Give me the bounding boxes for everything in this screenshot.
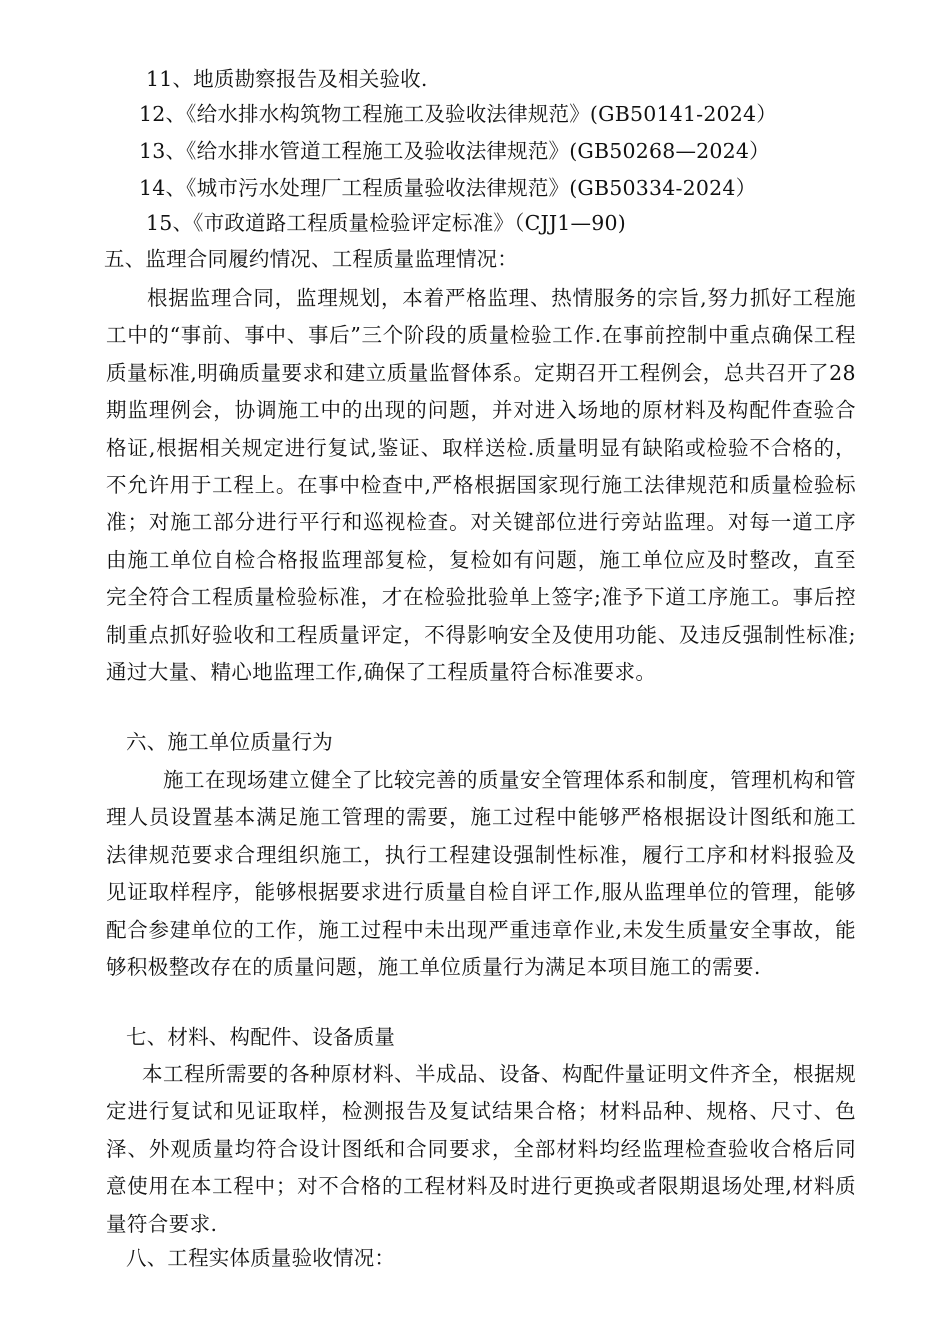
reference-item-11: 11、地质勘察报告及相关验收.: [146, 67, 428, 91]
reference-item-15: 15、《市政道路工程质量检验评定标准》（CJJ1—90): [146, 211, 626, 235]
section-5-heading: 五、监理合同履约情况、工程质量监理情况：: [104, 247, 518, 271]
section-7-heading: 七、材料、构配件、设备质量: [126, 1025, 396, 1049]
section-5-body: 根据监理合同，监理规划，本着严格监理、热情服务的宗旨,努力抓好工程施工中的“事前、事中、事后”三个阶段的质量检验工作.在事前控制中重点确保工程质量标准,明确质量要求和建立质量监督体系。定期召开工程例会，总共召开了28期监理例会，协调施工中的出现的问题，并对进入场地的原材料及构配件查验合格证,根据相关规定进行复试,鉴证、取样送检.质量明显有缺陷或检验不合格的，不允许用于工程上。在事中检查中,严格根据国家现行施工法律规范和质量检验标准；对施工部分进行平行和巡视检查。对关键部位进行旁站监理。对每一道工序由施工单位自检合格报监理部复检，复检如有问题，施工单位应及时整改，直至完全符合工程质量检验标准，才在检验批验单上签字;准予下道工序施工。事后控制重点抓好验收和工程质量评定，不得影响安全及使用功能、及违反强制性标准;通过大量、精心地监理工作,确保了工程质量符合标准要求。: [106, 286, 856, 685]
section-6-body: 施工在现场建立健全了比较完善的质量安全管理体系和制度，管理机构和管理人员设置基本满足施工管理的需要，施工过程中能够严格根据设计图纸和施工法律规范要求合理组织施工，执行工程建设强制性标准，履行工序和材料报验及见证取样程序，能够根据要求进行质量自检自评工作,服从监理单位的管理，能够配合参建单位的工作，施工过程中未出现严重违章作业,未发生质量安全事故，能够积极整改存在的质量问题，施工单位质量行为满足本项目施工的需要.: [106, 768, 856, 980]
section-8-heading: 八、工程实体质量验收情况：: [126, 1246, 396, 1270]
reference-item-14: 14、《城市污水处理厂工程质量验收法律规范》(GB50334-2024）: [139, 176, 757, 200]
section-7-body: 本工程所需要的各种原材料、半成品、设备、构配件量证明文件齐全，根据规定进行复试和见证取样，检测报告及复试结果合格；材料品种、规格、尺寸、色泽、外观质量均符合设计图纸和合同要求，全部材料均经监理检查验收合格后同意使用在本工程中；对不合格的工程材料及时进行更换或者限期退场处理,材料质量符合要求.: [106, 1062, 856, 1236]
reference-item-12: 12、《给水排水构筑物工程施工及验收法律规范》(GB50141-2024）: [139, 102, 777, 126]
reference-item-13: 13、《给水排水管道工程施工及验收法律规范》(GB50268—2024）: [139, 139, 770, 163]
section-6-heading: 六、施工单位质量行为: [126, 730, 333, 754]
